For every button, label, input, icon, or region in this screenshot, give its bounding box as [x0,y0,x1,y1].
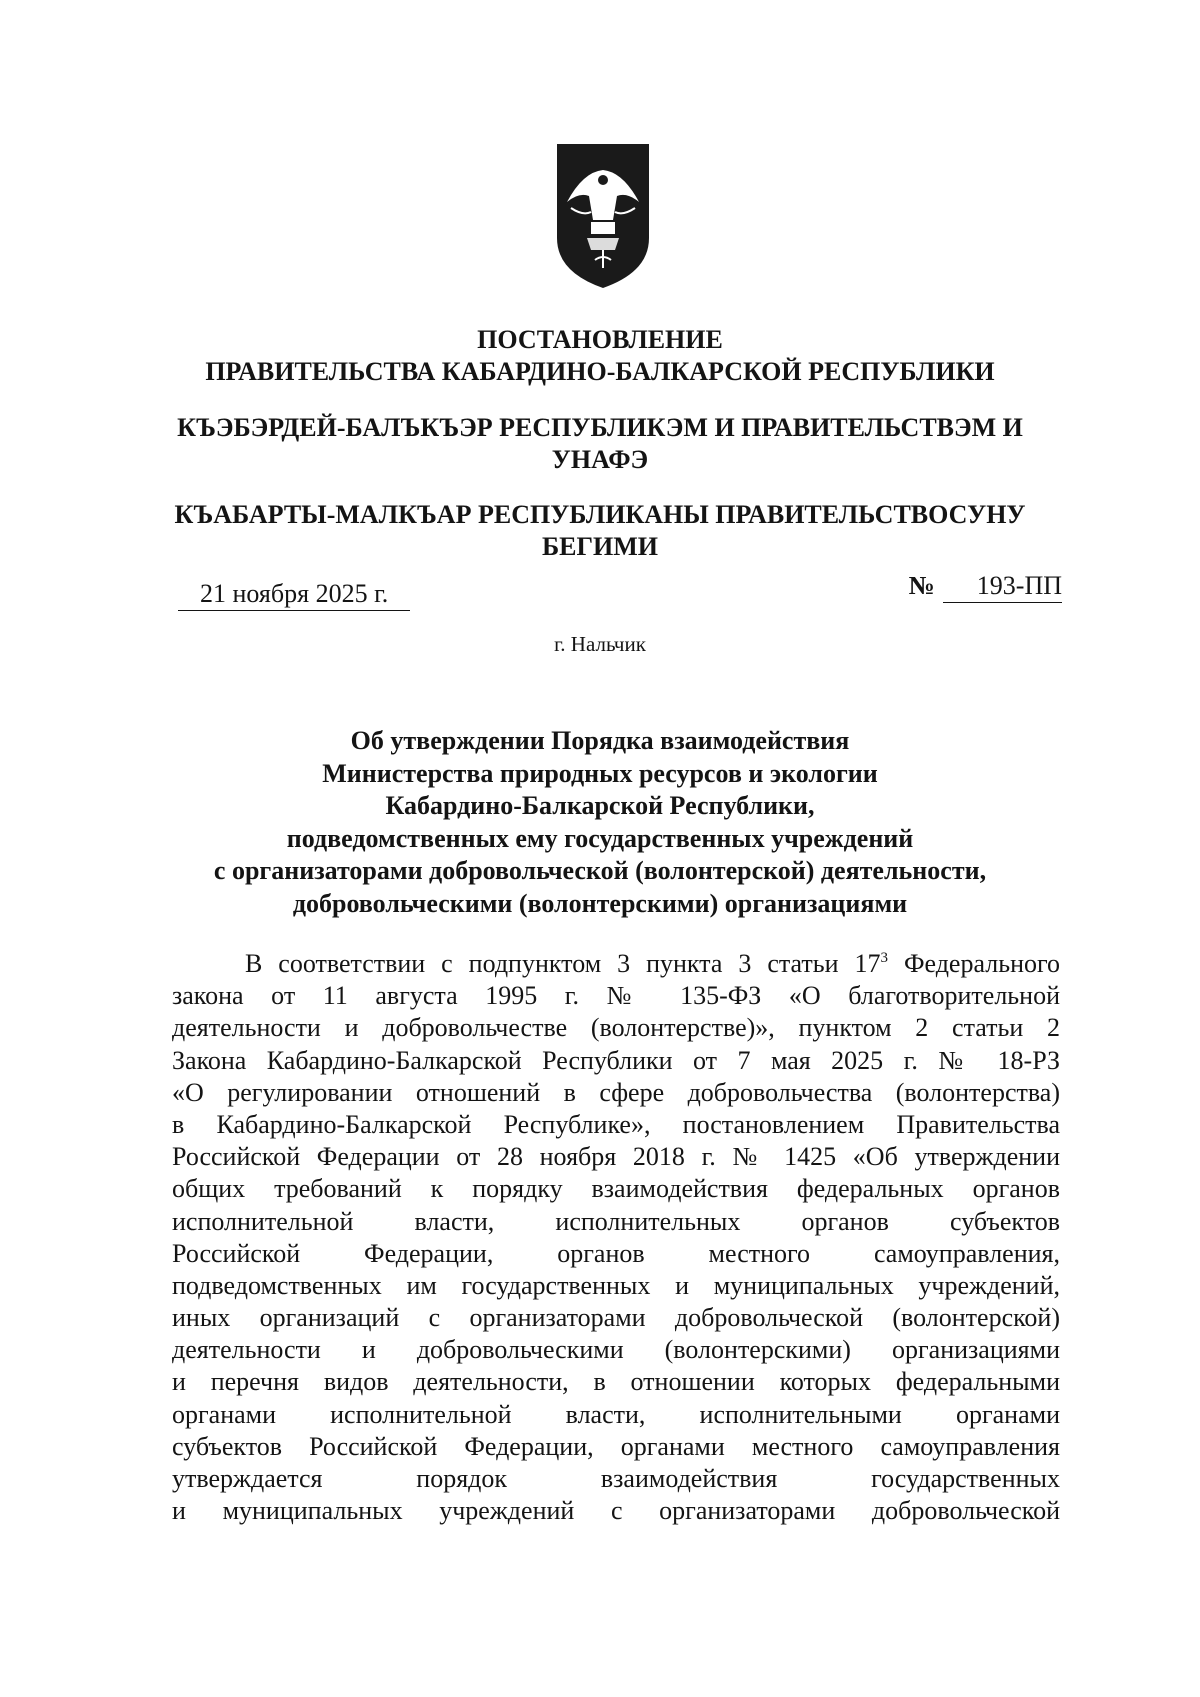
body-line: общих требований к порядку взаимодействия федеральных органов [172,1174,1060,1204]
body-line: утверждается порядок взаимодействия государственных [172,1464,1060,1493]
body-line: Российской Федерации от 28 ноября 2018 г. № 1425 «Об утверждении [172,1142,1060,1172]
title-line: подведомственных ему государственных учреждений [286,823,914,853]
document-number [909,570,1062,603]
title-line: Кабардино-Балкарской Республики, [385,791,815,820]
balkar-heading: КЪАБАРТЫ-МАЛКЪАР РЕСПУБЛИКАНЫ ПРАВИТЕЛЬСТВОСУНУ БЕГИМИ [174,500,1026,561]
body-line: «О регулировании отношений в сфере добровольчества (волонтерства) [172,1077,1060,1107]
resolution-heading: ПОСТАНОВЛЕНИЕ ПРАВИТЕЛЬСТВА КАБАРДИНО-БАЛКАРСКОЙ РЕСПУБЛИКИ [205,325,995,386]
body-line: и муниципальных учреждений с организаторами добровольческой [172,1496,1060,1526]
body-line: в Кабардино-Балкарской Республике», постановлением Правительства [172,1109,1060,1139]
coat-of-arms-emblem [553,142,653,290]
title-line: добровольческими (волонтерскими) организациями [292,888,908,918]
title-line: Об утверждении Порядка взаимодействия [350,726,850,755]
number-sign: № [908,571,935,600]
document-title [150,725,1050,920]
body-line: деятельности и добровольческими (волонтерскими) организациями [172,1335,1060,1365]
body-line: исполнительной власти, исполнительных органов субъектов [172,1206,1060,1236]
body-line: деятельности и добровольчестве (волонтерстве)», пунктом 2 статьи 2 [172,1013,1060,1043]
document-body [172,948,1060,1527]
document-date: 21 ноября 2025 г. [178,578,410,611]
superscript: 3 [880,950,888,966]
title-line: с организаторами добровольческой (волонтерской) деятельности, [213,856,987,885]
city-name: г. Нальчик [554,632,646,656]
body-line: закона от 11 августа 1995 г. № 135-ФЗ «О благотворительной [172,981,1060,1011]
body-line: подведомственных им государственных и муниципальных учреждений, [172,1270,1060,1300]
body-line: В соответствии с подпунктом 3 пункта 3 статьи $17^3$ Федерального [245,949,1060,978]
kabardian-heading: КЪЭБЭРДЕЙ-БАЛЪКЪЭР РЕСПУБЛИКЭМ И ПРАВИТЕЛЬСТВЭМ И УНАФЭ [177,413,1023,474]
body-line: иных организаций с организаторами добровольческой (волонтерской) [172,1303,1060,1333]
body-line: Российской Федерации, органов местного самоуправления, [172,1238,1060,1268]
body-line: субъектов Российской Федерации, органами местного самоуправления [172,1431,1060,1461]
body-line: Закона Кабардино-Балкарской Республики от 7 мая 2025 г. № 18-РЗ [172,1045,1060,1075]
body-line: органами исполнительной власти, исполнительными органами [172,1399,1060,1429]
body-line: и перечня видов деятельности, в отношении которых федеральными [172,1367,1060,1397]
number-value: 193-ПП [943,570,1062,603]
title-line: Министерства природных ресурсов и экологии [322,758,878,788]
